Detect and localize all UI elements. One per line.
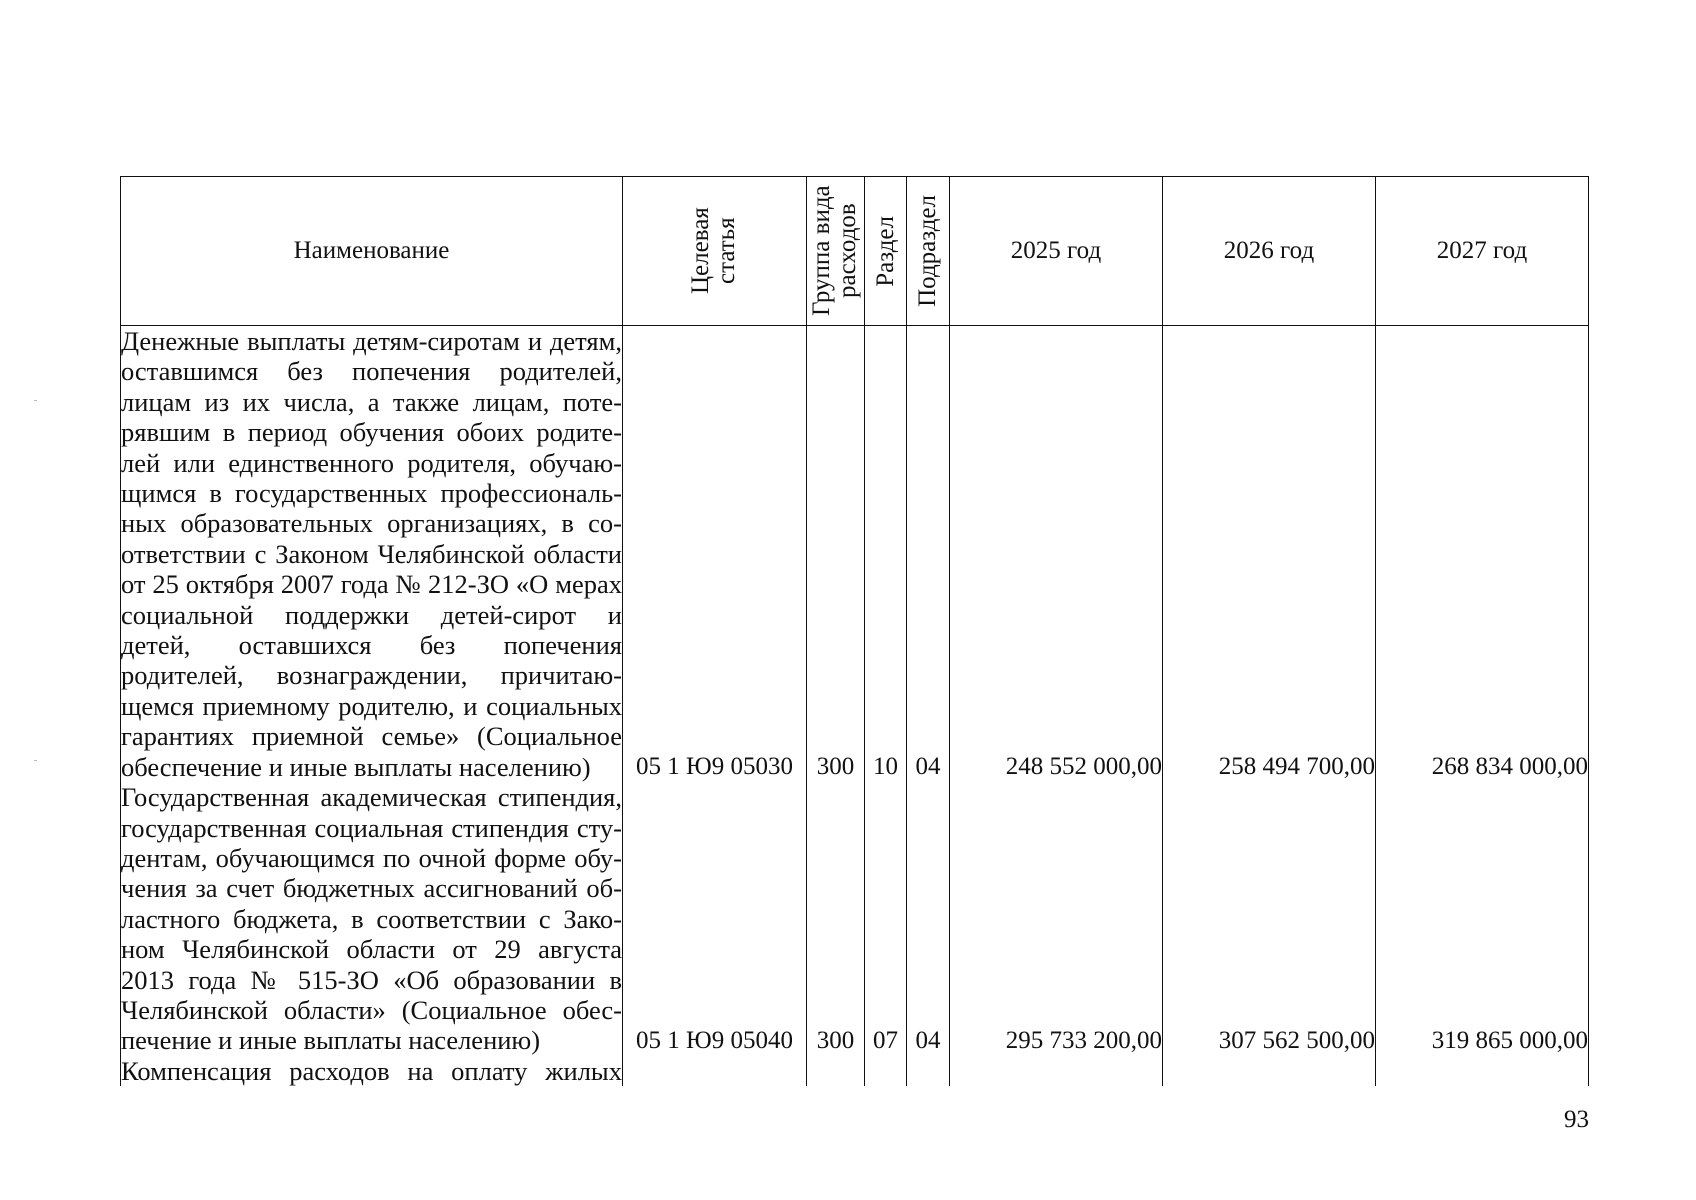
table-row-continuation xyxy=(121,1056,1589,1086)
header-group xyxy=(807,177,865,326)
header-2026: 2026 год xyxy=(1163,177,1376,326)
row-group: 300 xyxy=(807,782,865,1056)
table-row xyxy=(121,782,1589,1056)
row-target: 05 1 Ю9 05030 xyxy=(623,326,807,783)
row-value-2026: 307 562 500,00 xyxy=(1163,782,1376,1056)
header-2027: 2027 год xyxy=(1376,177,1589,326)
row-subsection: 04 xyxy=(907,782,950,1056)
row-value-2026: 258 494 700,00 xyxy=(1163,326,1376,783)
row-name xyxy=(121,326,623,783)
scan-mark xyxy=(34,400,37,401)
empty-cell xyxy=(865,1056,907,1086)
row-name-text: Компенсация расходов на оплату жилых xyxy=(121,1055,622,1086)
row-section: 07 xyxy=(865,782,907,1056)
row-group: 300 xyxy=(807,326,865,783)
header-target-label: Целевая статья xyxy=(686,207,740,295)
empty-cell xyxy=(950,1056,1163,1086)
header-section xyxy=(865,177,907,326)
page-number: 93 xyxy=(1564,1106,1589,1133)
row-name-text: Денежные выплаты детям-сиротам и детям, оставшимся без попечения родителей, лицам из их числа, а также лицам, потерявшим в период обучения обоих родителей или единственного родителя, обучающимся в государственных профессиональных образовательных организациях, в соответствии с Законом Челябинской области от 25 октября 2007 года № 212-ЗО «О мерах социальной поддержки детей-сирот и детей, оставшихся без попечения родителей, вознаграждении, причитающемся приемному родителю, и социальных гарантиях приемной семье» (Социальное обеспечение и иные выплаты населению) xyxy=(121,326,622,782)
empty-cell xyxy=(1163,1056,1376,1086)
empty-cell xyxy=(1376,1056,1589,1086)
row-subsection: 04 xyxy=(907,326,950,783)
header-2025: 2025 год xyxy=(950,177,1163,326)
row-value-2025: 248 552 000,00 xyxy=(950,326,1163,783)
header-section-label: Раздел xyxy=(871,215,899,287)
empty-cell xyxy=(623,1056,807,1086)
row-value-2027: 319 865 000,00 xyxy=(1376,782,1589,1056)
row-name xyxy=(121,782,623,1056)
row-value-2027: 268 834 000,00 xyxy=(1376,326,1589,783)
scan-mark xyxy=(34,760,37,761)
row-value-2025: 295 733 200,00 xyxy=(950,782,1163,1056)
row-section: 10 xyxy=(865,326,907,783)
header-group-label: Группа вида расходов xyxy=(807,185,861,317)
header-subsection-label: Подраздел xyxy=(914,195,941,307)
header-target xyxy=(623,177,807,326)
header-name: Наименование xyxy=(121,177,623,326)
budget-table xyxy=(120,176,1589,1086)
header-subsection xyxy=(907,177,950,326)
row-name xyxy=(121,1056,623,1086)
empty-cell xyxy=(807,1056,865,1086)
table-header-row xyxy=(121,177,1589,326)
row-target: 05 1 Ю9 05040 xyxy=(623,782,807,1056)
row-name-text: Государственная академическая стипендия, государственная социальная стипендия студентам, обучающимся по очной форме обучения за счет бюджетных ассигнований областного бюджета, в соответствии с Законом Челябинской области от 29 августа 2013 года № 515-ЗО «Об образовании в Челябинской области» (Социальное обеспечение и иные выплаты населению) xyxy=(121,782,622,1056)
empty-cell xyxy=(907,1056,950,1086)
table-row xyxy=(121,326,1589,783)
